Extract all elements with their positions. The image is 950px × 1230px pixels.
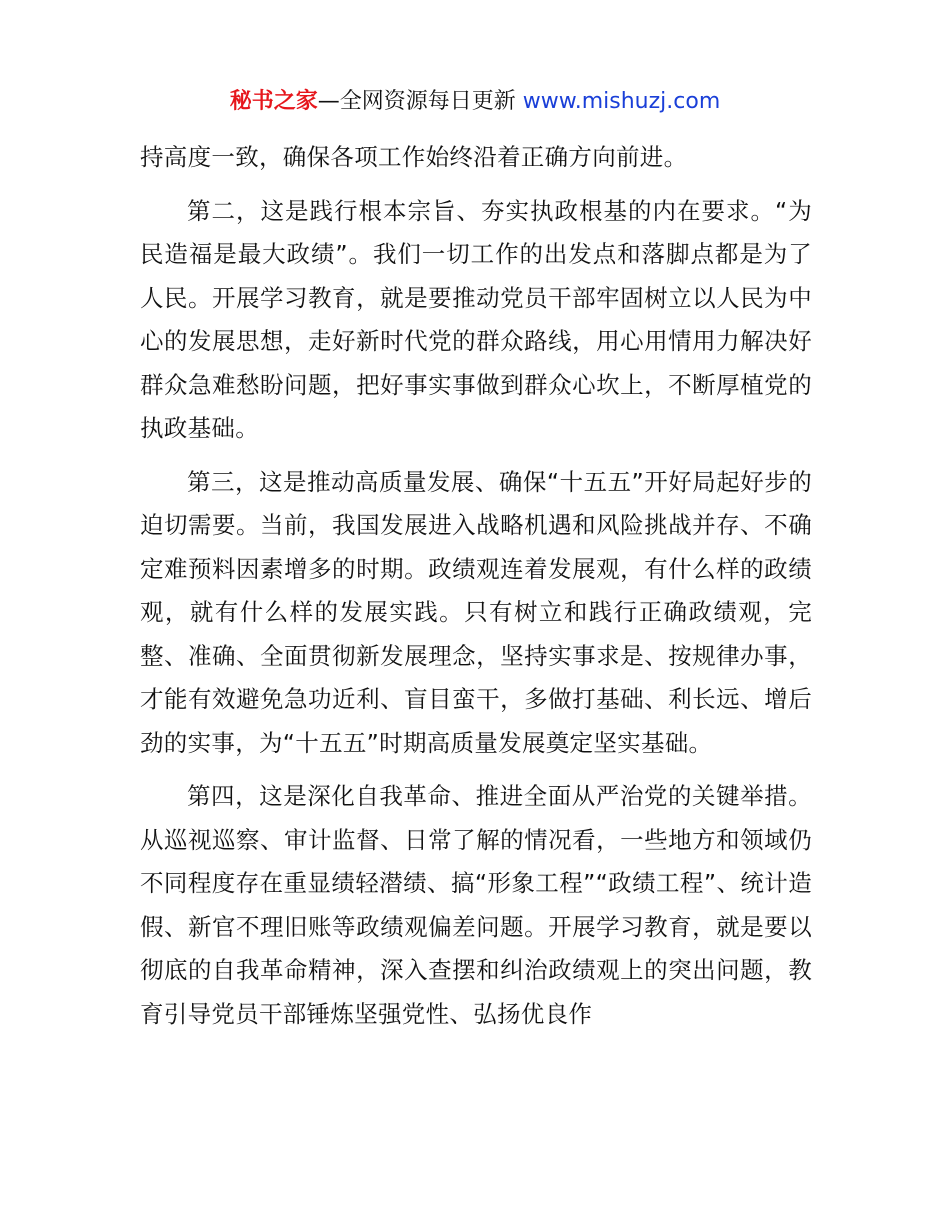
page-header <box>0 86 950 118</box>
paragraph-continuation: 持高度一致，确保各项工作始终沿着正确方向前进。 <box>140 143 688 171</box>
paragraph-fourth: 第四，这是深化自我革命、推进全面从严治党的关键举措。从巡视巡察、审计监督、日常了解的情况看，一些地方和领域仍不同程度存在重显绩轻潜绩、搞“形象工程”“政绩工程”、统计造假、新官不理旧账等政绩观偏差问题。开展学习教育，就是要以彻底的自我革命精神，深入查摆和纠治政绩观上的突出问题，教育引导党员干部锤炼坚强党性、弘扬优良作 <box>140 782 812 1028</box>
paragraph-third: 第三，这是推动高质量发展、确保“十五五”开好局起好步的迫切需要。当前，我国发展进入战略机遇和风险挑战并存、不确定难预料因素增多的时期。政绩观连着发展观，有什么样的政绩观，就有什么样的发展实践。只有树立和践行正确政绩观，完整、准确、全面贯彻新发展理念，坚持实事求是、按规律办事，才能有效避免急功近利、盲目蛮干，多做打基础、利长远、增后劲的实事，为“十五五”时期高质量发展奠定坚实基础。 <box>140 467 812 757</box>
site-tagline: —全网资源每日更新 <box>317 89 523 114</box>
site-brand: 秘书之家 <box>229 89 318 114</box>
site-url-link[interactable]: www.mishuzj.com <box>522 89 721 114</box>
document-body <box>140 136 812 1046</box>
paragraph-second: 第二，这是践行根本宗旨、夯实执政根基的内在要求。“为民造福是最大政绩”。我们一切工作的出发点和落脚点都是为了人民。开展学习教育，就是要推动党员干部牢固树立以人民为中心的发展思想，走好新时代党的群众路线，用心用情用力解决好群众急难愁盼问题，把好事实事做到群众心坎上，不断厚植党的执政基础。 <box>140 196 812 442</box>
